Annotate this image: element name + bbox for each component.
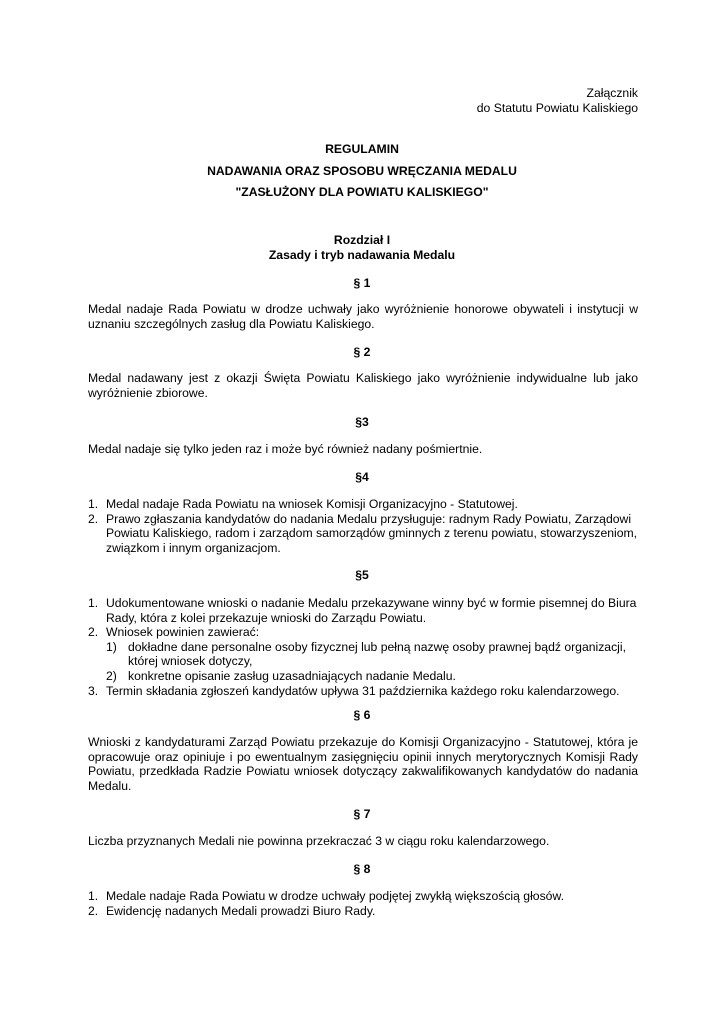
title-line-3: "ZASŁUŻONY DLA POWIATU KALISKIEGO" [235, 185, 489, 199]
list-item-text: Medale nadaje Rada Powiatu w drodze uchwały podjętej zwykłą większością głosów. [106, 889, 564, 903]
chapter-name: Zasady i tryb nadawania Medalu [268, 248, 456, 262]
annex-line-1: Załącznik [586, 86, 638, 100]
list-item [88, 596, 648, 625]
list-item [88, 904, 648, 919]
chapter-number: Rozdział I [333, 233, 391, 247]
list-item-text: Ewidencję nadanych Medali prowadzi Biuro Rady. [106, 903, 376, 918]
section-3-text: Medal nadaje się tylko jeden raz i może być również nadany pośmiertnie. [88, 442, 483, 456]
section-4-list [88, 497, 648, 555]
sublist-item-number: 2) [106, 668, 117, 683]
annex-note [477, 86, 638, 115]
list-item-text: Termin składania zgłoszeń kandydatów upływa 31 października każdego roku kalendarzowego. [106, 683, 620, 698]
title-line-1: REGULAMIN [325, 142, 399, 156]
list-item [88, 684, 648, 699]
section-8-list [88, 889, 648, 918]
section-4-heading: §4 [355, 470, 369, 484]
list-item-number: 3. [88, 683, 99, 698]
sublist-item-text: dokładne dane personalne osoby fizycznej lub pełną nazwę osoby prawnej bądź organizacji, której wniosek dotyczy, [128, 639, 626, 669]
list-item-number: 2. [88, 625, 99, 640]
section-3-heading: §3 [355, 415, 369, 429]
list-item [88, 512, 648, 556]
section-2-heading: § 2 [353, 345, 371, 359]
list-item-text: Prawo zgłaszania kandydatów do nadania Medalu przysługuje: radnym Rady Powiatu, Zarządowi Powiatu Kaliskiego, radom i zarządom samorządów gminnych z terenu powiatu, stowarzyszeniom, związkom i innym organizacjom. [106, 511, 638, 555]
title-line-2: NADAWANIA ORAZ SPOSOBU WRĘCZANIA MEDALU [207, 164, 517, 178]
section-8-heading: § 8 [353, 862, 371, 876]
list-item-text: Medal nadaje Rada Powiatu na wniosek Komisji Organizacyjno - Statutowej. [106, 497, 518, 511]
section-7-text: Liczba przyznanych Medali nie powinna przekraczać 3 w ciągu roku kalendarzowego. [88, 834, 550, 848]
sublist-item [106, 669, 648, 684]
section-1-heading: § 1 [353, 276, 371, 290]
sublist-item [106, 640, 648, 669]
section-6-heading: § 6 [353, 708, 371, 722]
list-item-number: 2. [88, 903, 99, 918]
annex-line-2: do Statutu Powiatu Kaliskiego [476, 100, 638, 115]
section-5-sublist [106, 640, 648, 684]
list-item [88, 625, 648, 683]
list-item-text: Wniosek powinien zawierać: [106, 625, 260, 640]
sublist-item-text: konkretne opisanie zasług uzasadniających nadanie Medalu. [128, 668, 456, 683]
section-1-text: Medal nadaje Rada Powiatu w drodze uchwały jako wyróżnienie honorowe obywateli i instytucji w uznaniu szczególnych zasług dla Powiatu Kaliskiego. [88, 302, 638, 331]
list-item-number: 1. [88, 596, 99, 610]
list-item [88, 889, 648, 904]
list-item-number: 1. [88, 889, 99, 903]
section-2-text: Medal nadawany jest z okazji Święta Powiatu Kaliskiego jako wyróżnienie indywidualne lub jako wyróżnienie zbiorowe. [88, 371, 638, 400]
sublist-item-number: 1) [106, 639, 117, 654]
list-item-number: 1. [88, 497, 99, 511]
list-item-text: Udokumentowane wnioski o nadanie Medalu przekazywane winny być w formie pisemnej do Biura Rady, która z kolei przekazuje wnioski do Zarządu Powiatu. [106, 596, 637, 625]
section-7-heading: § 7 [353, 807, 371, 821]
section-6-text: Wnioski z kandydaturami Zarząd Powiatu przekazuje do Komisji Organizacyjno - Statutowej, która je opracowuje oraz opiniuje i po ewentualnym zasięgnięciu opinii innych merytorycznych Komisji Rady Powiatu, przedkłada Radzie Powiatu wniosek dotyczący zakwalifikowanych kandydatów do nadania Medalu. [88, 735, 638, 793]
section-5-list [88, 596, 648, 698]
list-item-number: 2. [88, 511, 99, 526]
section-5-heading: §5 [355, 568, 369, 582]
list-item [88, 497, 648, 512]
